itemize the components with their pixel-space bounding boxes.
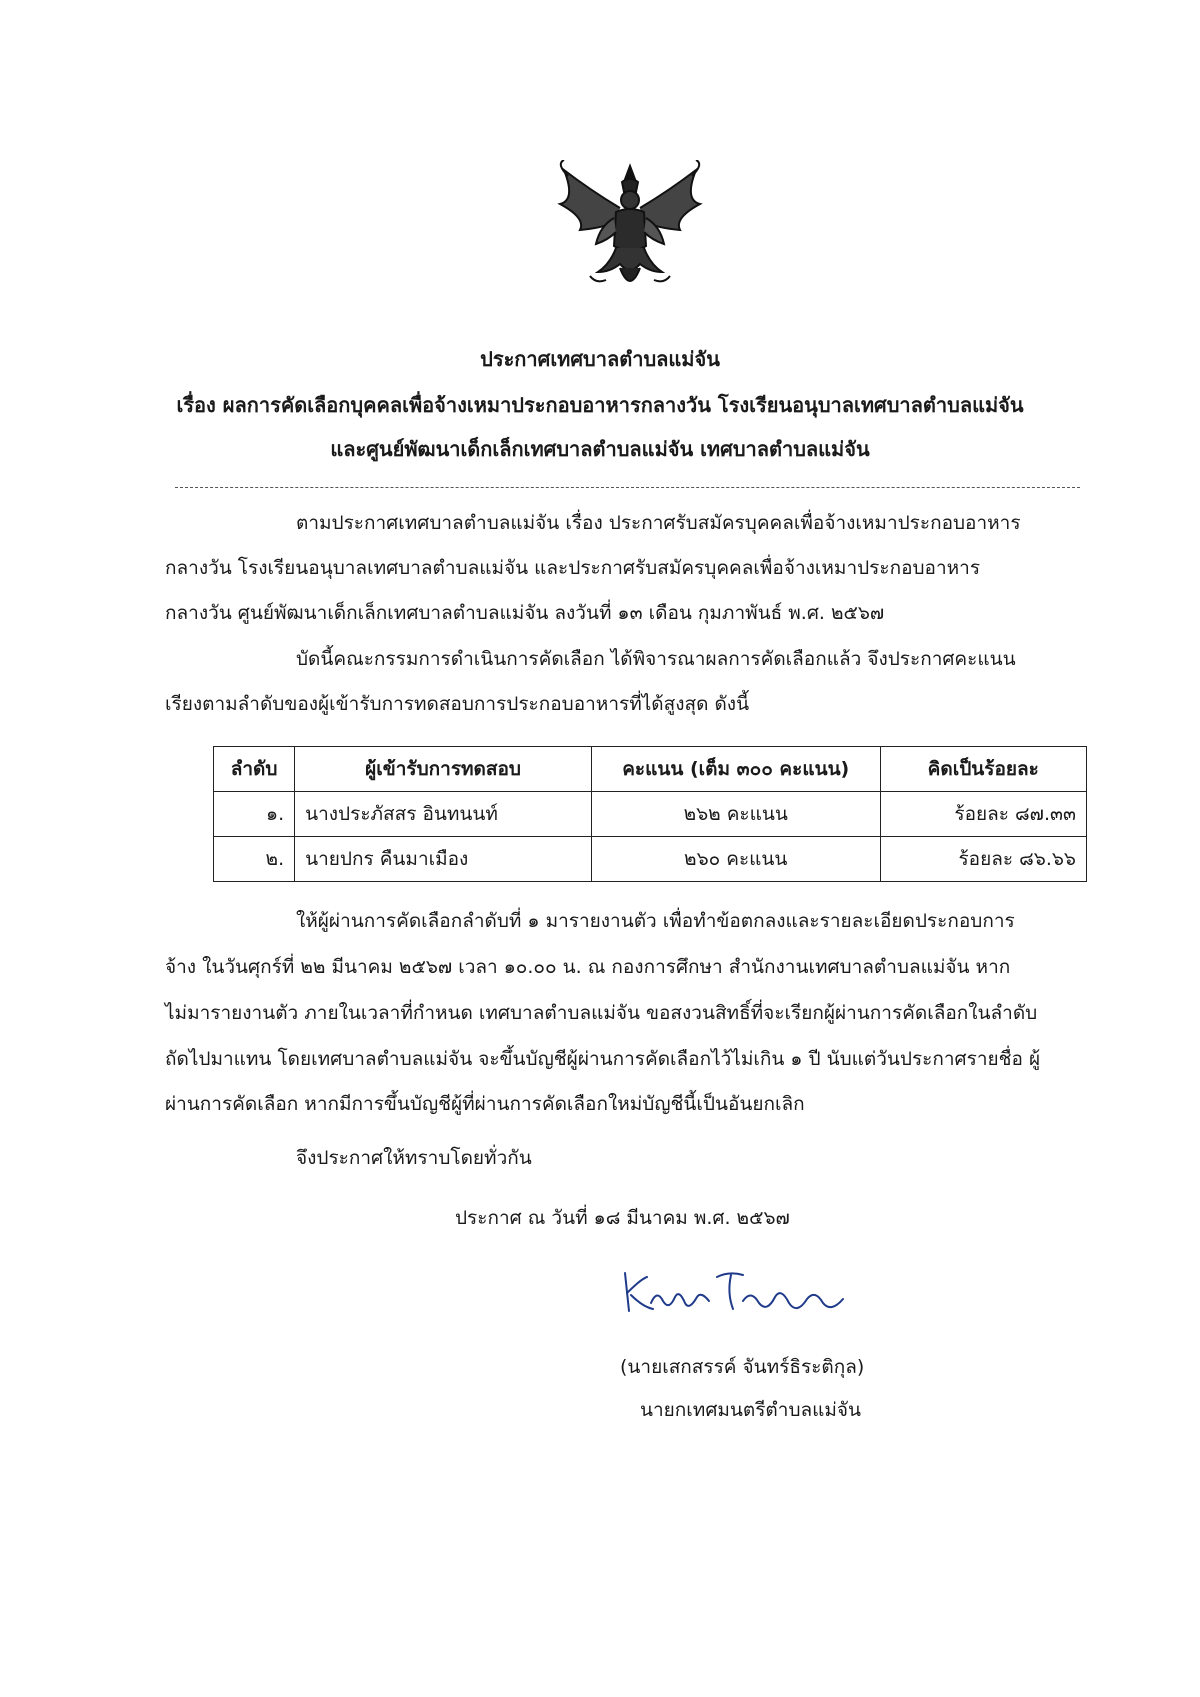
body-line-1: ให้ผู้ผ่านการคัดเลือกลำดับที่ ๑ มารายงานตัว เพื่อทำข้อตกลงและรายละเอียดประกอบการ: [296, 910, 1015, 932]
cell-percent: ร้อยละ ๘๗.๓๓: [880, 792, 1086, 837]
header-rank: ลำดับ: [214, 747, 295, 792]
cell-rank: ๑.: [214, 792, 295, 837]
table-header-row: [214, 747, 1087, 792]
announcement-subject: เรื่อง ผลการคัดเลือกบุคคลเพื่อจ้างเหมาประกอบอาหารกลางวัน โรงเรียนอนุบาลเทศบาลตำบลแม่จัน: [176, 393, 1024, 417]
garuda-emblem-icon: [550, 160, 710, 300]
cell-score: ๒๖๒ คะแนน: [591, 792, 880, 837]
signer-position: นายกเทศมนตรีตำบลแม่จัน: [640, 1399, 862, 1421]
signer-name: (นายเสกสรรค์ จันทร์ธิระติกุล): [620, 1356, 865, 1378]
table-row: [214, 837, 1087, 882]
header-percent: คิดเป็นร้อยละ: [880, 747, 1086, 792]
announcement-heading: ประกาศเทศบาลตำบลแม่จัน: [480, 347, 720, 371]
table-row: [214, 792, 1087, 837]
cell-rank: ๒.: [214, 837, 295, 882]
cell-candidate: นางประภัสสร อินทนนท์: [295, 792, 592, 837]
header-candidate: ผู้เข้ารับการทดสอบ: [295, 747, 592, 792]
cell-candidate: นายปกร คืนมาเมือง: [295, 837, 592, 882]
body-line-5: ผ่านการคัดเลือก หากมีการขึ้นบัญชีผู้ที่ผ่านการคัดเลือกใหม่บัญชีนี้เป็นอันยกเลิก: [165, 1093, 805, 1115]
intro-line-4: บัดนี้คณะกรรมการดำเนินการคัดเลือก ได้พิจารณาผลการคัดเลือกแล้ว จึงประกาศคะแนน: [296, 648, 1016, 670]
body-line-2: จ้าง ในวันศุกร์ที่ ๒๒ มีนาคม ๒๕๖๗ เวลา ๑๐.๐๐ น. ณ กองการศึกษา สำนักงานเทศบาลตำบลแม่จัน หาก: [165, 956, 1011, 978]
intro-line-1: ตามประกาศเทศบาลตำบลแม่จัน เรื่อง ประกาศรับสมัครบุคคลเพื่อจ้างเหมาประกอบอาหาร: [296, 512, 1021, 534]
announcement-date: ประกาศ ณ วันที่ ๑๘ มีนาคม พ.ศ. ๒๕๖๗: [455, 1207, 790, 1229]
results-table: [213, 746, 1087, 882]
body-line-4: ถัดไปมาแทน โดยเทศบาลตำบลแม่จัน จะขึ้นบัญชีผู้ผ่านการคัดเลือกไว้ไม่เกิน ๑ ปี นับแต่วันประกาศรายชื่อ ผู้: [165, 1048, 1041, 1070]
cell-score: ๒๖๐ คะแนน: [591, 837, 880, 882]
intro-line-3: กลางวัน ศูนย์พัฒนาเด็กเล็กเทศบาลตำบลแม่จัน ลงวันที่ ๑๓ เดือน กุมภาพันธ์ พ.ศ. ๒๕๖๗: [165, 602, 885, 624]
announcement-subject-cont: และศูนย์พัฒนาเด็กเล็กเทศบาลตำบลแม่จัน เทศบาลตำบลแม่จัน: [330, 437, 870, 461]
intro-line-2: กลางวัน โรงเรียนอนุบาลเทศบาลตำบลแม่จัน และประกาศรับสมัครบุคคลเพื่อจ้างเหมาประกอบอาหาร: [165, 557, 981, 579]
header-score: คะแนน (เต็ม ๓๐๐ คะแนน): [591, 747, 880, 792]
body-line-3: ไม่มารายงานตัว ภายในเวลาที่กำหนด เทศบาลตำบลแม่จัน ขอสงวนสิทธิ์ที่จะเรียกผู้ผ่านการคัดเลือกในลำดับ: [165, 1002, 1038, 1024]
signature-icon: [617, 1263, 877, 1323]
intro-line-5: เรียงตามลำดับของผู้เข้ารับการทดสอบการประกอบอาหารที่ได้สูงสุด ดังนี้: [165, 693, 750, 715]
closing-text: จึงประกาศให้ทราบโดยทั่วกัน: [296, 1147, 532, 1169]
cell-percent: ร้อยละ ๘๖.๖๖: [880, 837, 1086, 882]
dashed-divider: [175, 487, 1080, 488]
